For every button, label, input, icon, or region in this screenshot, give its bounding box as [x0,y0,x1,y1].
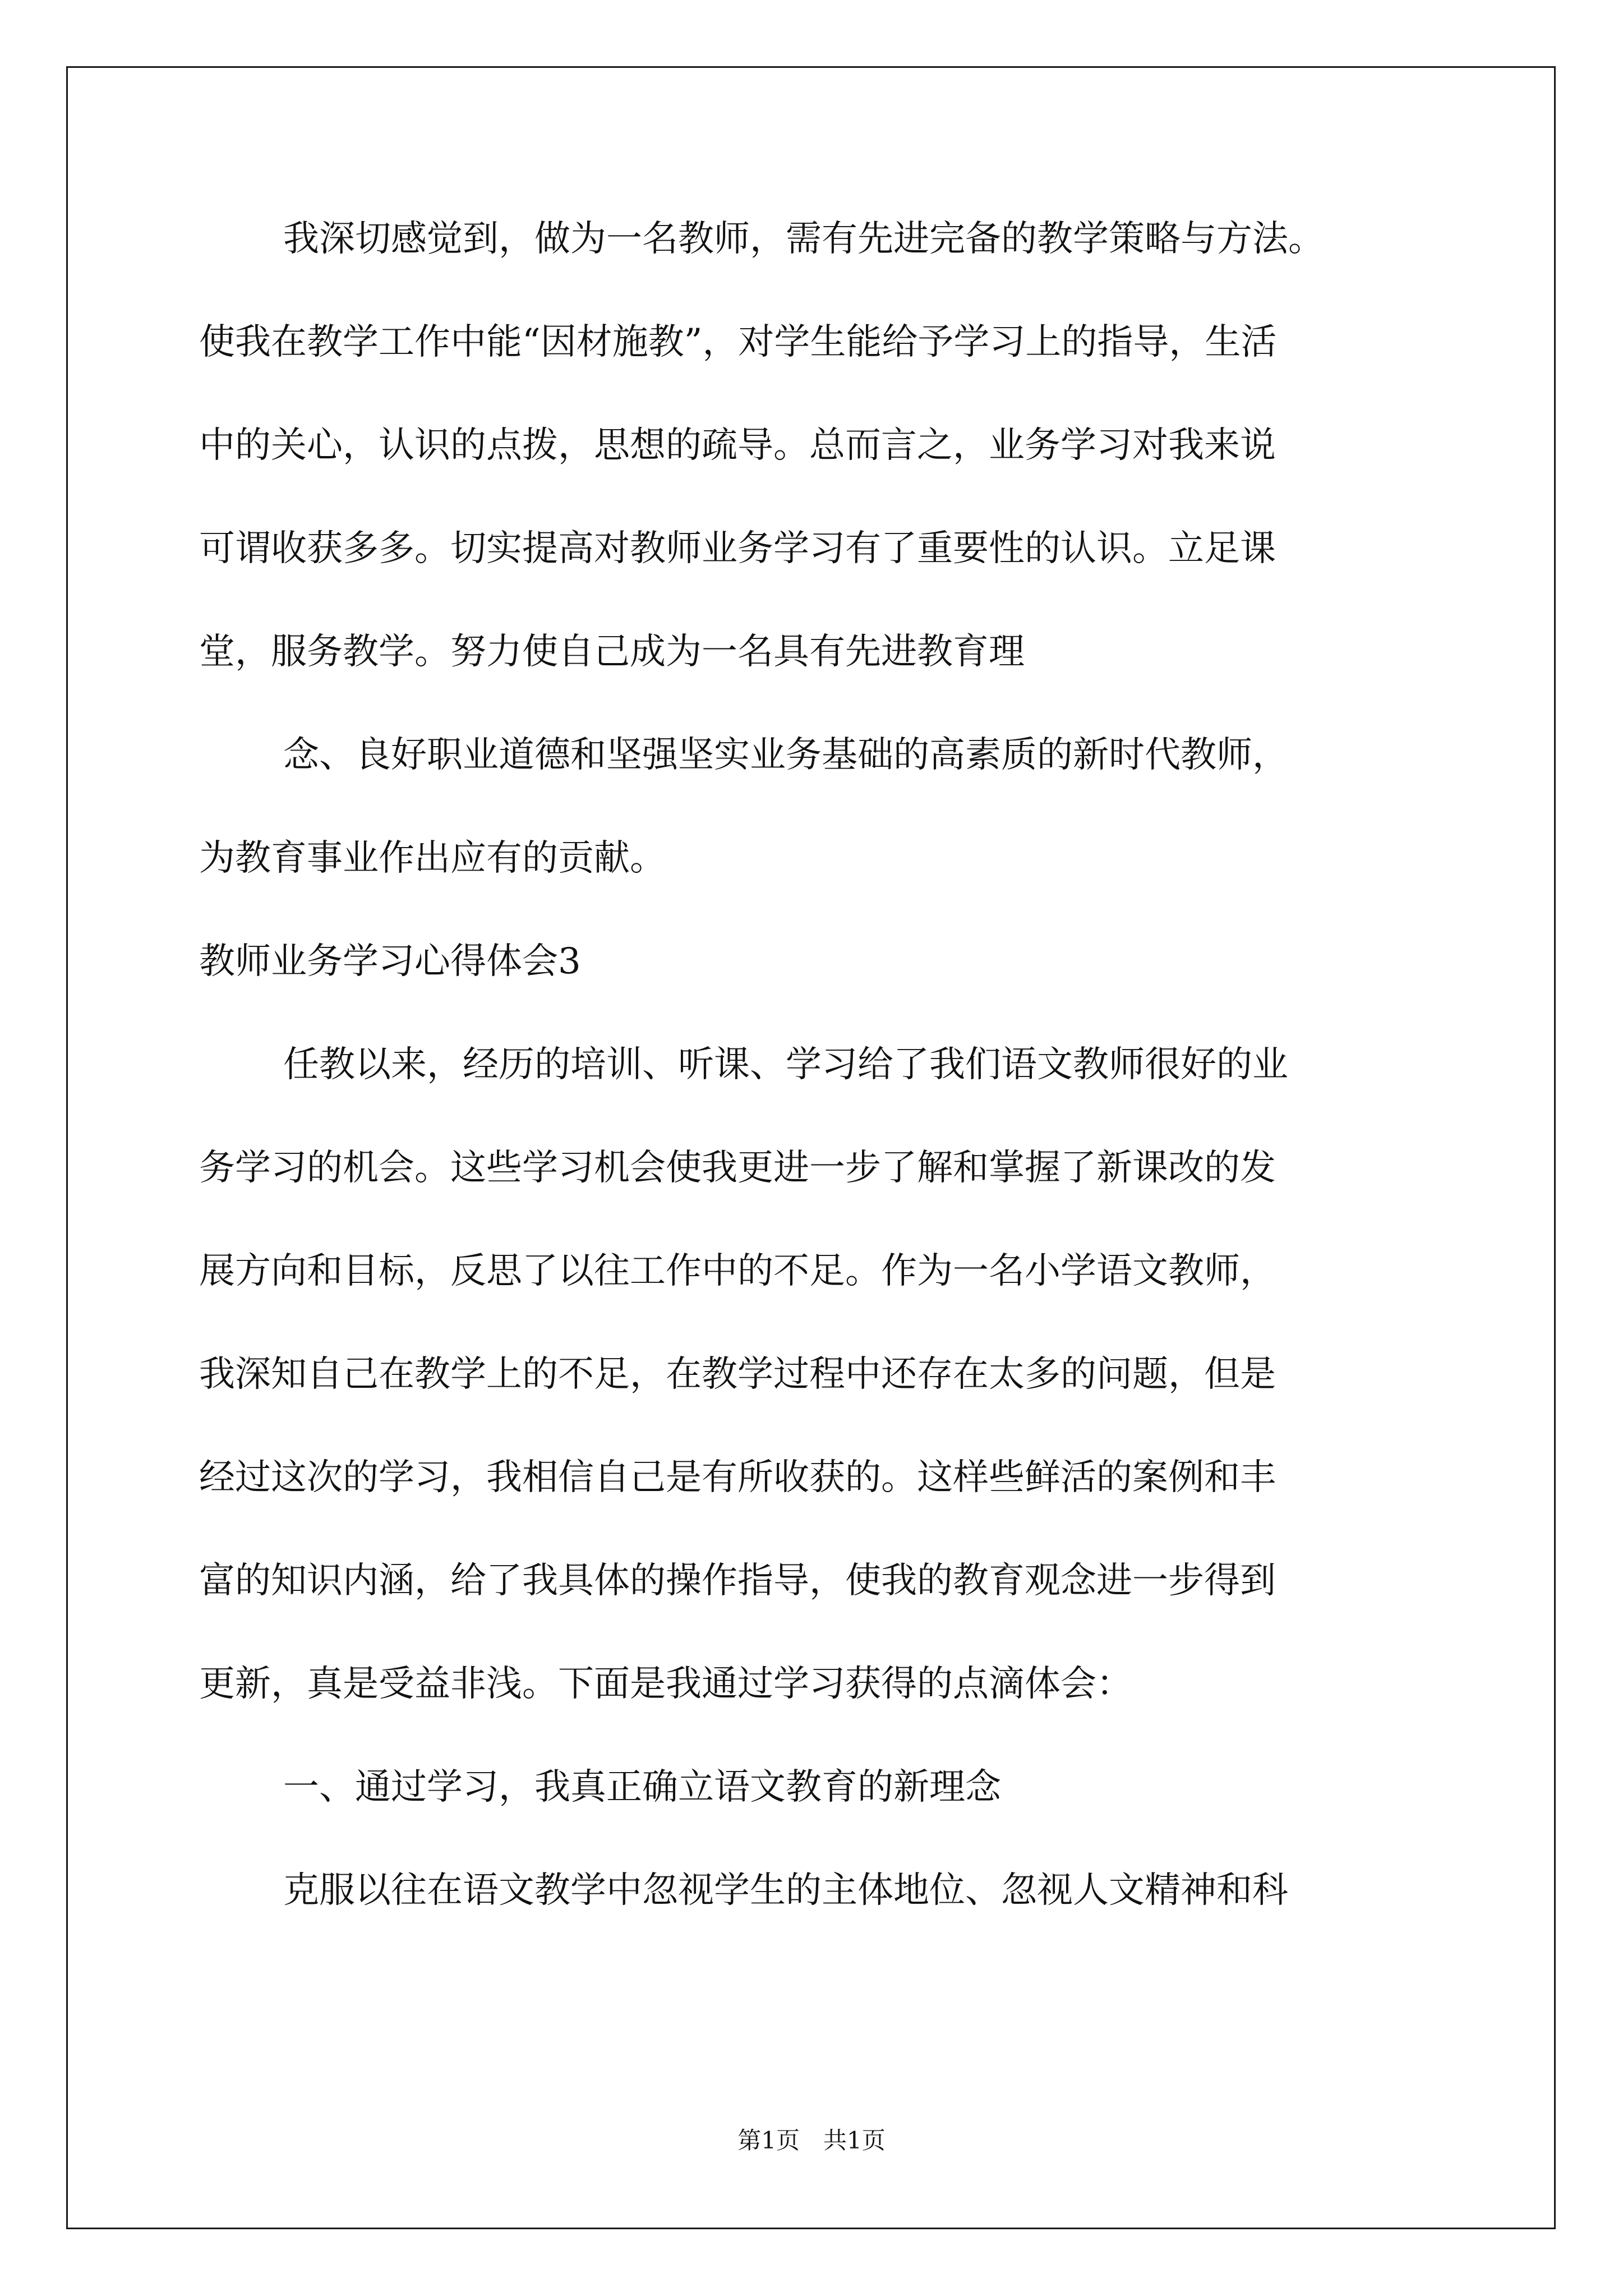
text-line: 我深切感觉到，做为一名教师，需有先进完备的教学策略与方法。 [283,218,1324,260]
text-line: 更新，真是受益非浅。下面是我通过学习获得的点滴体会： [199,1663,1132,1705]
text-line: 一、通过学习，我真正确立语文教育的新理念 [283,1766,1001,1808]
text-line: 念、良好职业道德和坚强坚实业务基础的高素质的新时代教师， [283,734,1288,776]
section-heading: 教师业务学习心得体会3 [199,941,581,982]
text-line: 克服以往在语文教学中忽视学生的主体地位、忽视人文精神和科 [283,1870,1288,1911]
text-line: 可谓收获多多。切实提高对教师业务学习有了重要性的认识。立足课 [199,528,1276,569]
text-line: 为教育事业作出应有的贡献。 [199,838,666,879]
text-line: 富的知识内涵，给了我具体的操作指导，使我的教育观念进一步得到 [199,1560,1276,1602]
text-line: 中的关心，认识的点拨，思想的疏导。总而言之，业务学习对我来说 [199,425,1276,466]
text-line: 任教以来，经历的培训、听课、学习给了我们语文教师很好的业 [283,1044,1288,1085]
text-line: 经过这次的学习，我相信自己是有所收获的。这样些鲜活的案例和丰 [199,1457,1276,1498]
text-line: 使我在教学工作中能“因材施教”，对学生能给予学习上的指导，生活 [199,321,1277,363]
text-line: 我深知自己在教学上的不足，在教学过程中还存在太多的问题，但是 [199,1354,1276,1395]
text-line: 展方向和目标，反思了以往工作中的不足。作为一名小学语文教师， [199,1250,1276,1292]
text-line: 堂，服务教学。努力使自己成为一名具有先进教育理 [199,631,1025,673]
text-line: 务学习的机会。这些学习机会使我更进一步了解和掌握了新课改的发 [199,1147,1276,1189]
page-number-footer: 第1页 共1页 [737,2127,886,2154]
